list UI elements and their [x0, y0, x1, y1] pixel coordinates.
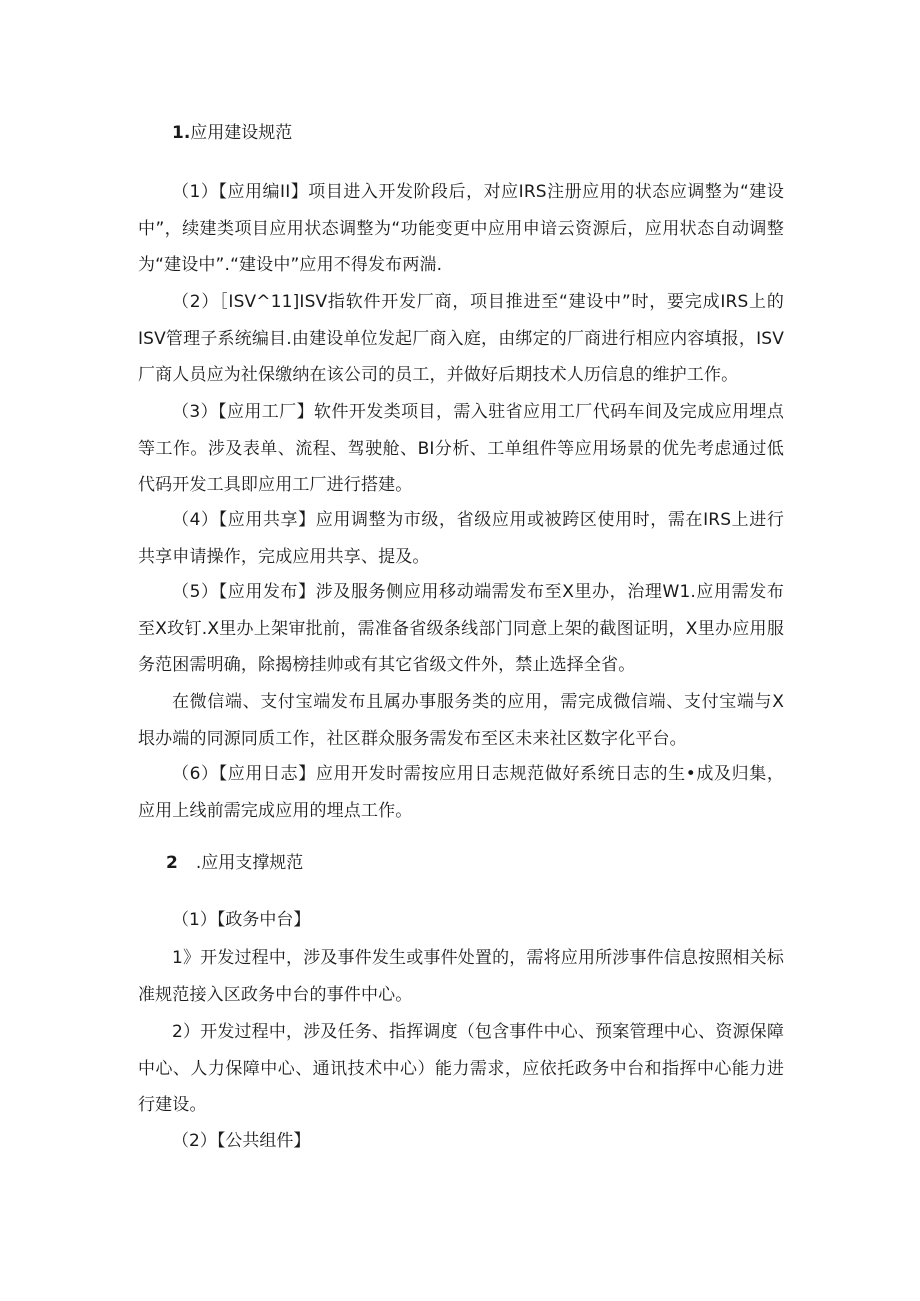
- section-1-paragraph-4: （4）【应用共享】应用调整为市级，省级应用或被跨区使用时，需在IRS上进行共享申请操作，完成应用共享、提及。: [138, 510, 784, 567]
- section-1-paragraph-7: （6）【应用日志】应用开发时需按应用日志规范做好系统日志的生•成及归集，应用上线前需完成应用的埋点工作。: [138, 764, 784, 821]
- section-2-number: 2: [166, 853, 178, 873]
- section-2-paragraph-2: 2）开发过程中，涉及任务、指挥调度（包含事件中心、预案管理中心、资源保障中心、人力保障中心、通讯技术中心）能力需求，应依托政务中台和指挥中心能力进行建设。: [138, 1022, 784, 1115]
- section-1-heading: [172, 120, 292, 146]
- section-1-paragraph-1: （1）【应用编II】项目进入开发阶段后，对应IRS注册应用的状态应调整为“建设中”，续建类项目应用状态调整为“功能变更中应用申谙云资源后，应用状态自动调整为“建设中”.“建设中”应用不得发布两湍.: [138, 182, 784, 275]
- section-2-heading: [166, 850, 303, 876]
- section-2-title: .应用支撑规范: [195, 853, 304, 873]
- section-2-paragraph-1: 1》开发过程中，涉及事件发生或事件处置的，需将应用所涉事件信息按照相关标准规范接入区政务中台的事件中心。: [138, 948, 784, 1005]
- section-1-paragraph-5: （5）【应用发布】涉及服务侧应用移动端需发布至X里办，治理W1.应用需发布至X玫钉.X里办上架审批前，需准备省级条线部门同意上架的截图证明，X里办应用服务范困需明确，除揭榜挂帅或有其它省级文件外，禁止选择全省。: [138, 582, 784, 675]
- section-1-paragraph-2: （2）［ISV^11]ISV指软件开发厂商，项目推进至“建设中”时，要完成IRS上的ISV管理子系统编目.由建设单位发起厂商入庭，由绑定的厂商进行相应内容填报，ISV厂商人员应为社保缴纳在该公司的员工，并做好后期技术人历信息的维护工作。: [138, 292, 784, 385]
- section-1-title: 应用建设规范: [190, 123, 293, 143]
- section-2-subsection-1-label: （1）【政务中台】: [172, 910, 311, 930]
- section-1-number: 1.: [172, 123, 191, 143]
- section-1-paragraph-6: 在微信端、支付宝端发布且属办事服务类的应用，需完成微信端、支付宝端与X垠办端的同源同质工作，社区群众服务需发布至区未来社区数字化平台。: [138, 692, 784, 749]
- section-1-paragraph-3: （3）【应用工厂】软件开发类项目，需入驻省应用工厂代码车间及完成应用埋点等工作。涉及表单、流程、驾驶舱、BI分析、工单组件等应用场景的优先考虑通过低代码开发工具即应用工厂进行搭建。: [138, 402, 784, 495]
- section-2-subsection-2-label: （2）【公共组件】: [172, 1131, 311, 1151]
